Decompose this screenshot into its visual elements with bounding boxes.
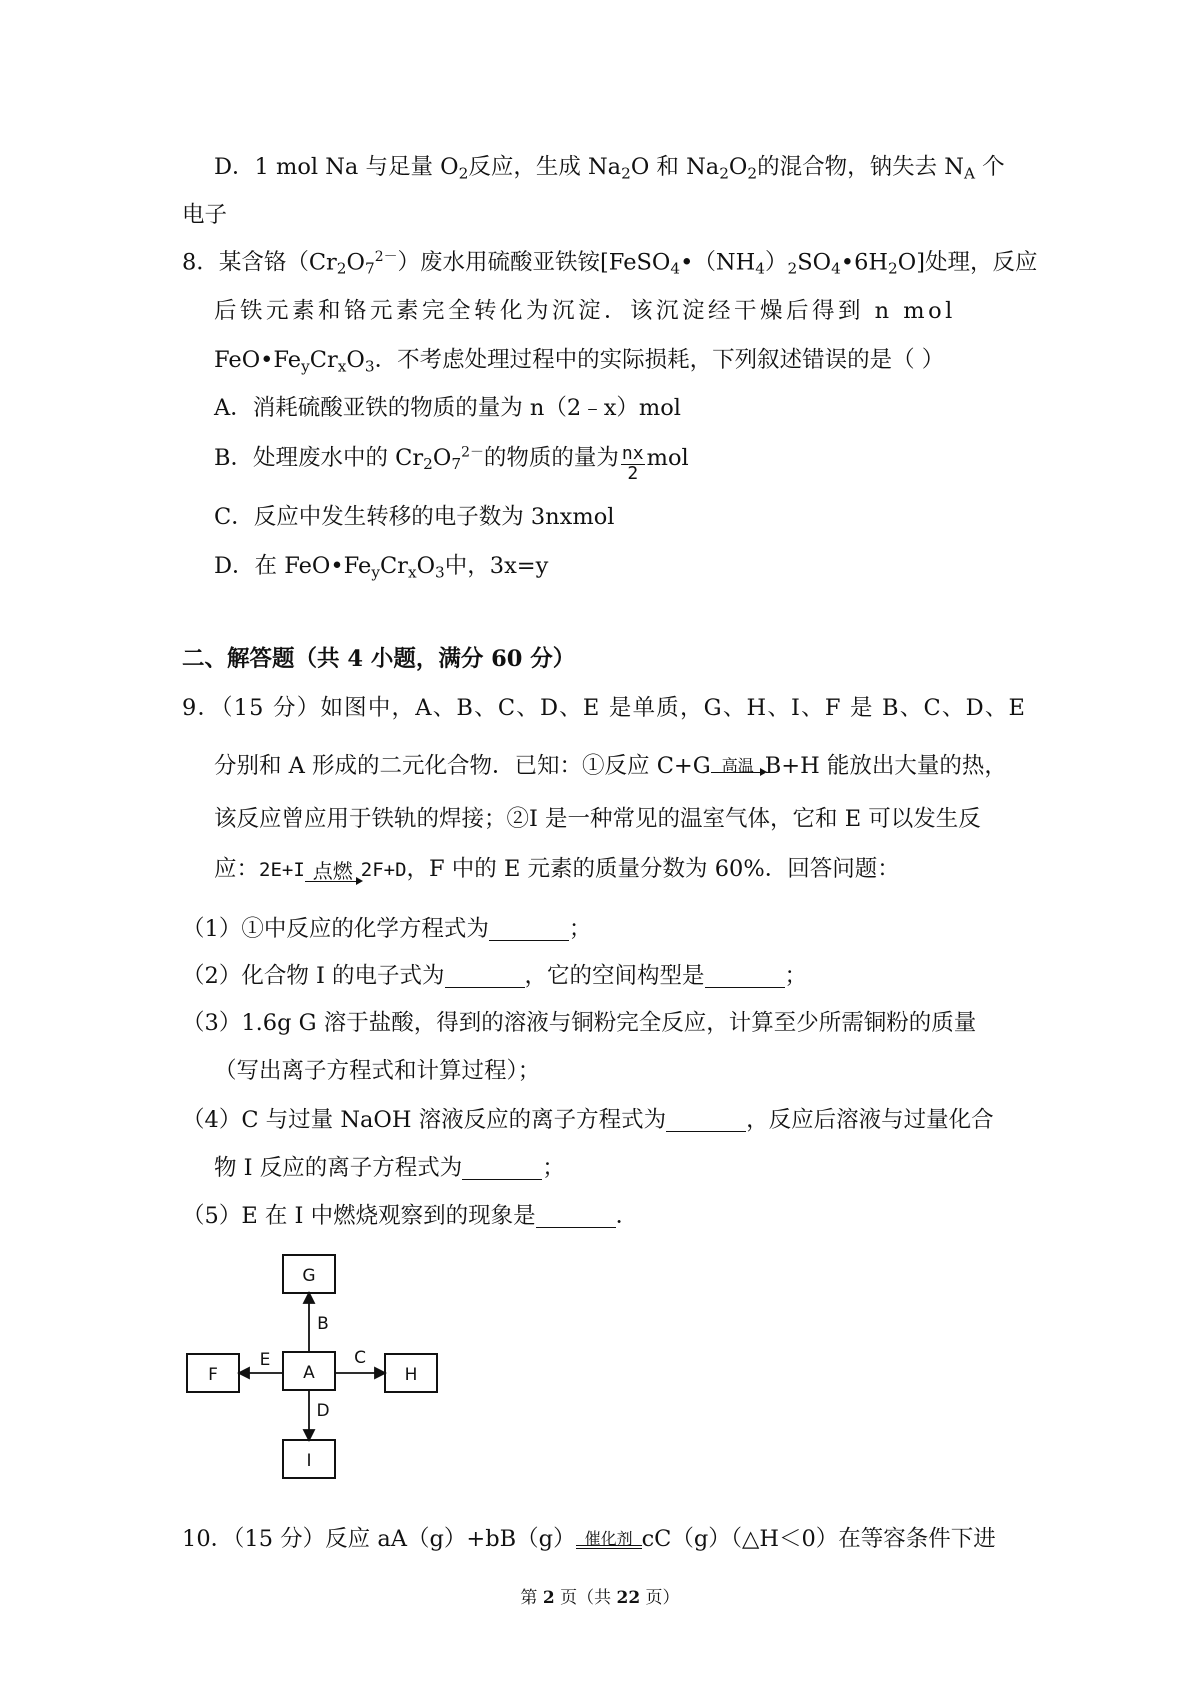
q7-option-d-line2: 电子 — [182, 202, 228, 228]
answer-blank[interactable] — [462, 1156, 542, 1180]
node-a: A — [303, 1363, 315, 1383]
q9-stem-line2: 分别和 A 形成的二元化合物．已知：①反应 C+G 高温 B+H 能放出大量的热， — [214, 753, 1007, 779]
q8-stem-line1: 8．某含铬$(Cr_2O_7^{2-})$废水用硫酸亚铁铵$[FeSO_4•(NH_4)_2SO_4•6H_2O]$处理，反应 — [182, 249, 1038, 278]
q9-subquestion-4-line2: 物 I 反应的离子方程式为 ； — [214, 1155, 565, 1181]
node-f: F — [208, 1365, 218, 1385]
answer-blank[interactable] — [536, 1204, 616, 1228]
q9-subquestion-1: （1）①中反应的化学方程式为 ； — [182, 916, 592, 942]
q9-stem-line1: 9．（15 分）如图中，A、B、C、D、E 是单质，G、H、I、F 是 B、C、D、E — [182, 695, 1027, 721]
q9-subquestion-3-line2: （写出离子方程式和计算过程）； — [214, 1058, 541, 1084]
q9-subquestion-3: （3）1.6g G 溶于盐酸，得到的溶液与铜粉完全反应，计算至少所需铜粉的质量 — [182, 1010, 977, 1036]
node-h: H — [404, 1365, 418, 1385]
q8-stem-line3: $FeO•Fe_yCr_xO_3$．不考虑处理过程中的实际损耗，下列叙述错误的是（ ） — [214, 347, 945, 376]
node-i: I — [306, 1451, 312, 1471]
edge-label-d: D — [316, 1401, 330, 1421]
q8-option-b: B．处理废水中的 $Cr_2O_7^{2-}$的物质的量为 $\frac{nx}{2}$ mol — [214, 443, 689, 484]
answer-blank[interactable] — [445, 964, 525, 988]
answer-blank[interactable] — [489, 917, 569, 941]
answer-blank[interactable] — [705, 964, 785, 988]
node-g: G — [302, 1266, 316, 1286]
q7-option-d: D．1 mol Na 与足量 $O_2$反应，生成 $Na_2O$ 和 $Na_2O_2$的混合物，钠失去 $N_A$ 个 — [214, 154, 1005, 183]
reaction-diagram — [180, 1252, 450, 1482]
q8-option-d: D．在 $FeO•Fe_yCr_xO_3$中，3x=y — [214, 553, 549, 582]
edge-label-c: C — [354, 1348, 366, 1368]
edge-label-b: B — [317, 1314, 329, 1334]
edge-label-e: E — [259, 1350, 271, 1370]
q9-subquestion-2: （2）化合物 I 的电子式为 ，它的空间构型是 ； — [182, 963, 808, 989]
page-footer: 第 2 页（共 22 页） — [520, 1588, 680, 1608]
q10-stem: 10．（15 分）反应 aA（g）+bB（g） 催化剂 cC（g）（△H＜0）在等容条件下进 — [182, 1526, 996, 1552]
section-2-heading: 二、解答题（共 4 小题，满分 60 分） — [182, 646, 576, 672]
q9-subquestion-5: （5）E 在 I 中燃烧观察到的现象是 ． — [182, 1203, 639, 1229]
reversible-arrow-catalyst: 催化剂 — [576, 1531, 642, 1549]
fraction-nx-over-2: $\frac{nx}{2}$ — [621, 443, 644, 484]
answer-blank[interactable] — [666, 1108, 746, 1132]
q9-stem-line4: 应：2E+I 点燃 2F+D，F 中的 E 元素的质量分数为 60%．回答问题： — [214, 856, 900, 883]
q8-option-c: C．反应中发生转移的电子数为 3nxmol — [214, 504, 615, 530]
q9-subquestion-4: （4）C 与过量 NaOH 溶液反应的离子方程式为 ，反应后溶液与过量化合 — [182, 1107, 994, 1133]
q8-option-a: A．消耗硫酸亚铁的物质的量为 n（2﹣x）mol — [214, 395, 681, 421]
q9-stem-line3: 该反应曾应用于铁轨的焊接；②I 是一种常见的温室气体，它和 E 可以发生反 — [214, 806, 981, 832]
q8-stem-line2: 后铁元素和铬元素完全转化为沉淀．该沉淀经干燥后得到 n mol — [214, 298, 956, 324]
reaction-arrow-ignite: 点燃 — [305, 861, 361, 882]
reaction-arrow-high-temp: 高温 — [711, 758, 765, 773]
